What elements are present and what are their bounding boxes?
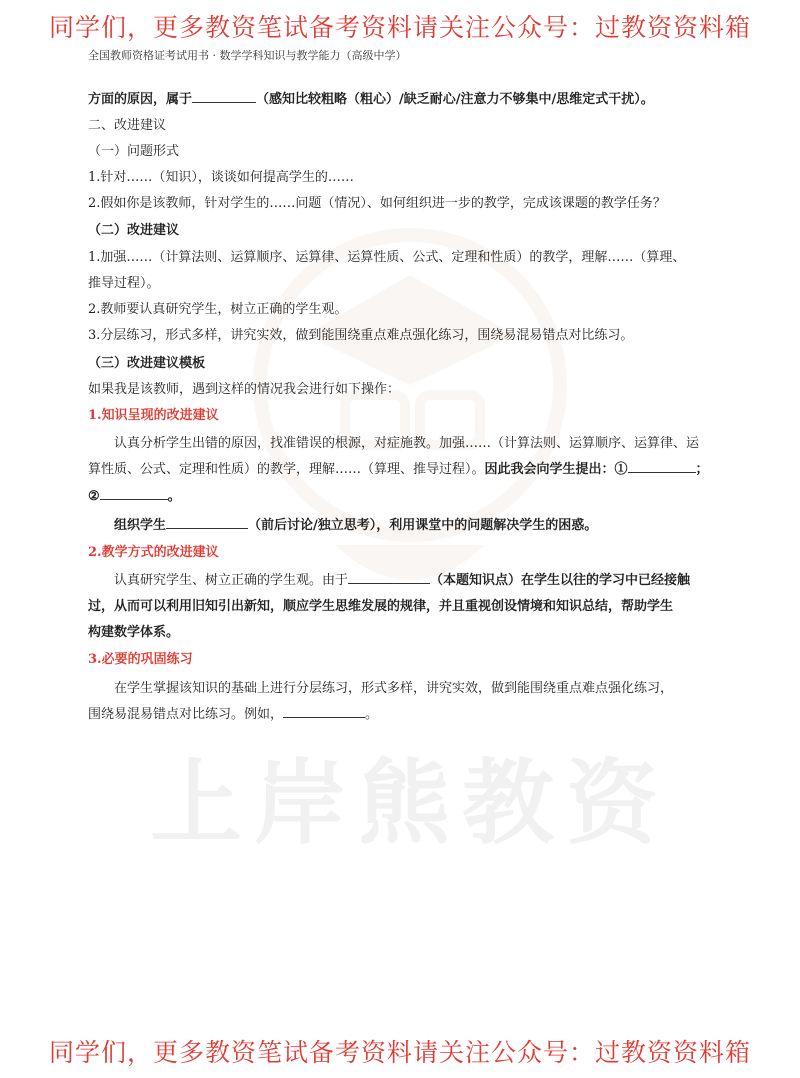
text: 。 <box>365 707 379 722</box>
fill-blank <box>283 705 365 718</box>
fill-blank <box>100 487 168 500</box>
paragraph: 过，从而可以利用旧知引出新知，顺应学生思维发展的规律，并且重视创设情境和知识总结，帮助学生 <box>88 599 674 614</box>
fill-blank <box>192 90 256 103</box>
bottom-banner: 同学们，更多教资笔试备考资料请关注公众号：过教资资料箱 <box>48 1038 751 1067</box>
text: ； <box>695 462 709 477</box>
text: 方面的原因，属于 <box>88 92 193 107</box>
subsection-heading: （二）改进建议 <box>88 223 180 238</box>
paragraph-line <box>88 703 378 722</box>
section-heading: 二、改进建议 <box>88 118 167 133</box>
text: 围绕易混易错点对比练习。例如， <box>88 707 284 722</box>
text: 。 <box>167 489 181 504</box>
paragraph: 3.分层练习，形式多样，讲究实效，做到能围绕重点难点强化练习，围绕易混易错点对比练习。 <box>88 328 634 343</box>
text: 因此我会向学生提出：① <box>484 462 628 477</box>
red-heading: 2.教学方式的改进建议 <box>88 545 219 560</box>
text: 算性质、公式、定理和性质）的教学，理解……（算理、推导过程）。 <box>88 462 485 477</box>
paragraph: 在学生掌握该知识的基础上进行分层练习，形式多样，讲究实效，做到能围绕重点难点强化练习， <box>114 681 674 696</box>
paragraph: 1.加强……（计算法则、运算顺序、运算律、运算性质、公式、定理和性质）的教学，理解……（算理、 <box>88 250 686 265</box>
watermark-logo-icon <box>245 215 575 615</box>
paragraph: 如果我是该教师，遇到这样的情况我会进行如下操作： <box>88 382 401 397</box>
paragraph: 2.假如你是该教师，针对学生的……问题（情况）、如何组织进一步的教学，完成该课题的教学任务？ <box>88 196 666 211</box>
paragraph: 构建数学体系。 <box>88 625 180 640</box>
line-reason <box>88 88 654 107</box>
fill-blank <box>348 571 430 584</box>
watermark-text: 上岸熊教资 <box>150 750 671 857</box>
top-banner: 同学们，更多教资笔试备考资料请关注公众号：过教资资料箱 <box>48 13 751 42</box>
text: （前后讨论/独立思考），利用课堂中的问题解决学生的困惑。 <box>248 518 598 533</box>
red-heading: 3.必要的巩固练习 <box>88 652 193 667</box>
text: ② <box>88 489 100 504</box>
text: （本题知识点）在学生以往的学习中已经接触 <box>430 573 691 588</box>
paragraph: 1.针对……（知识），谈谈如何提高学生的…… <box>88 170 354 185</box>
subsection-heading: （一）问题形式 <box>88 144 180 159</box>
paragraph-line <box>114 569 690 588</box>
red-heading: 1.知识呈现的改进建议 <box>88 408 219 423</box>
paragraph-line <box>88 458 709 477</box>
subsection-heading: （三）改进建议模板 <box>88 356 206 371</box>
paragraph-line <box>88 485 181 504</box>
paragraph: 2.教师要认真研究学生，树立正确的学生观。 <box>88 302 348 317</box>
text: 组织学生 <box>114 518 167 533</box>
paragraph: 认真分析学生出错的原因，找准错误的根源，对症施教。加强……（计算法则、运算顺序、运算律、运 <box>114 436 700 451</box>
fill-blank <box>628 460 696 473</box>
fill-blank <box>166 516 248 529</box>
paragraph-line <box>114 514 597 533</box>
paragraph: 推导过程）。 <box>88 276 160 291</box>
text: （感知比较粗略（粗心）/缺乏耐心/注意力不够集中/思维定式干扰）。 <box>256 92 654 107</box>
text: 认真研究学生、树立正确的学生观。由于 <box>114 573 349 588</box>
running-header: 全国教师资格证考试用书 · 数学学科知识与教学能力（高级中学） <box>88 49 407 62</box>
